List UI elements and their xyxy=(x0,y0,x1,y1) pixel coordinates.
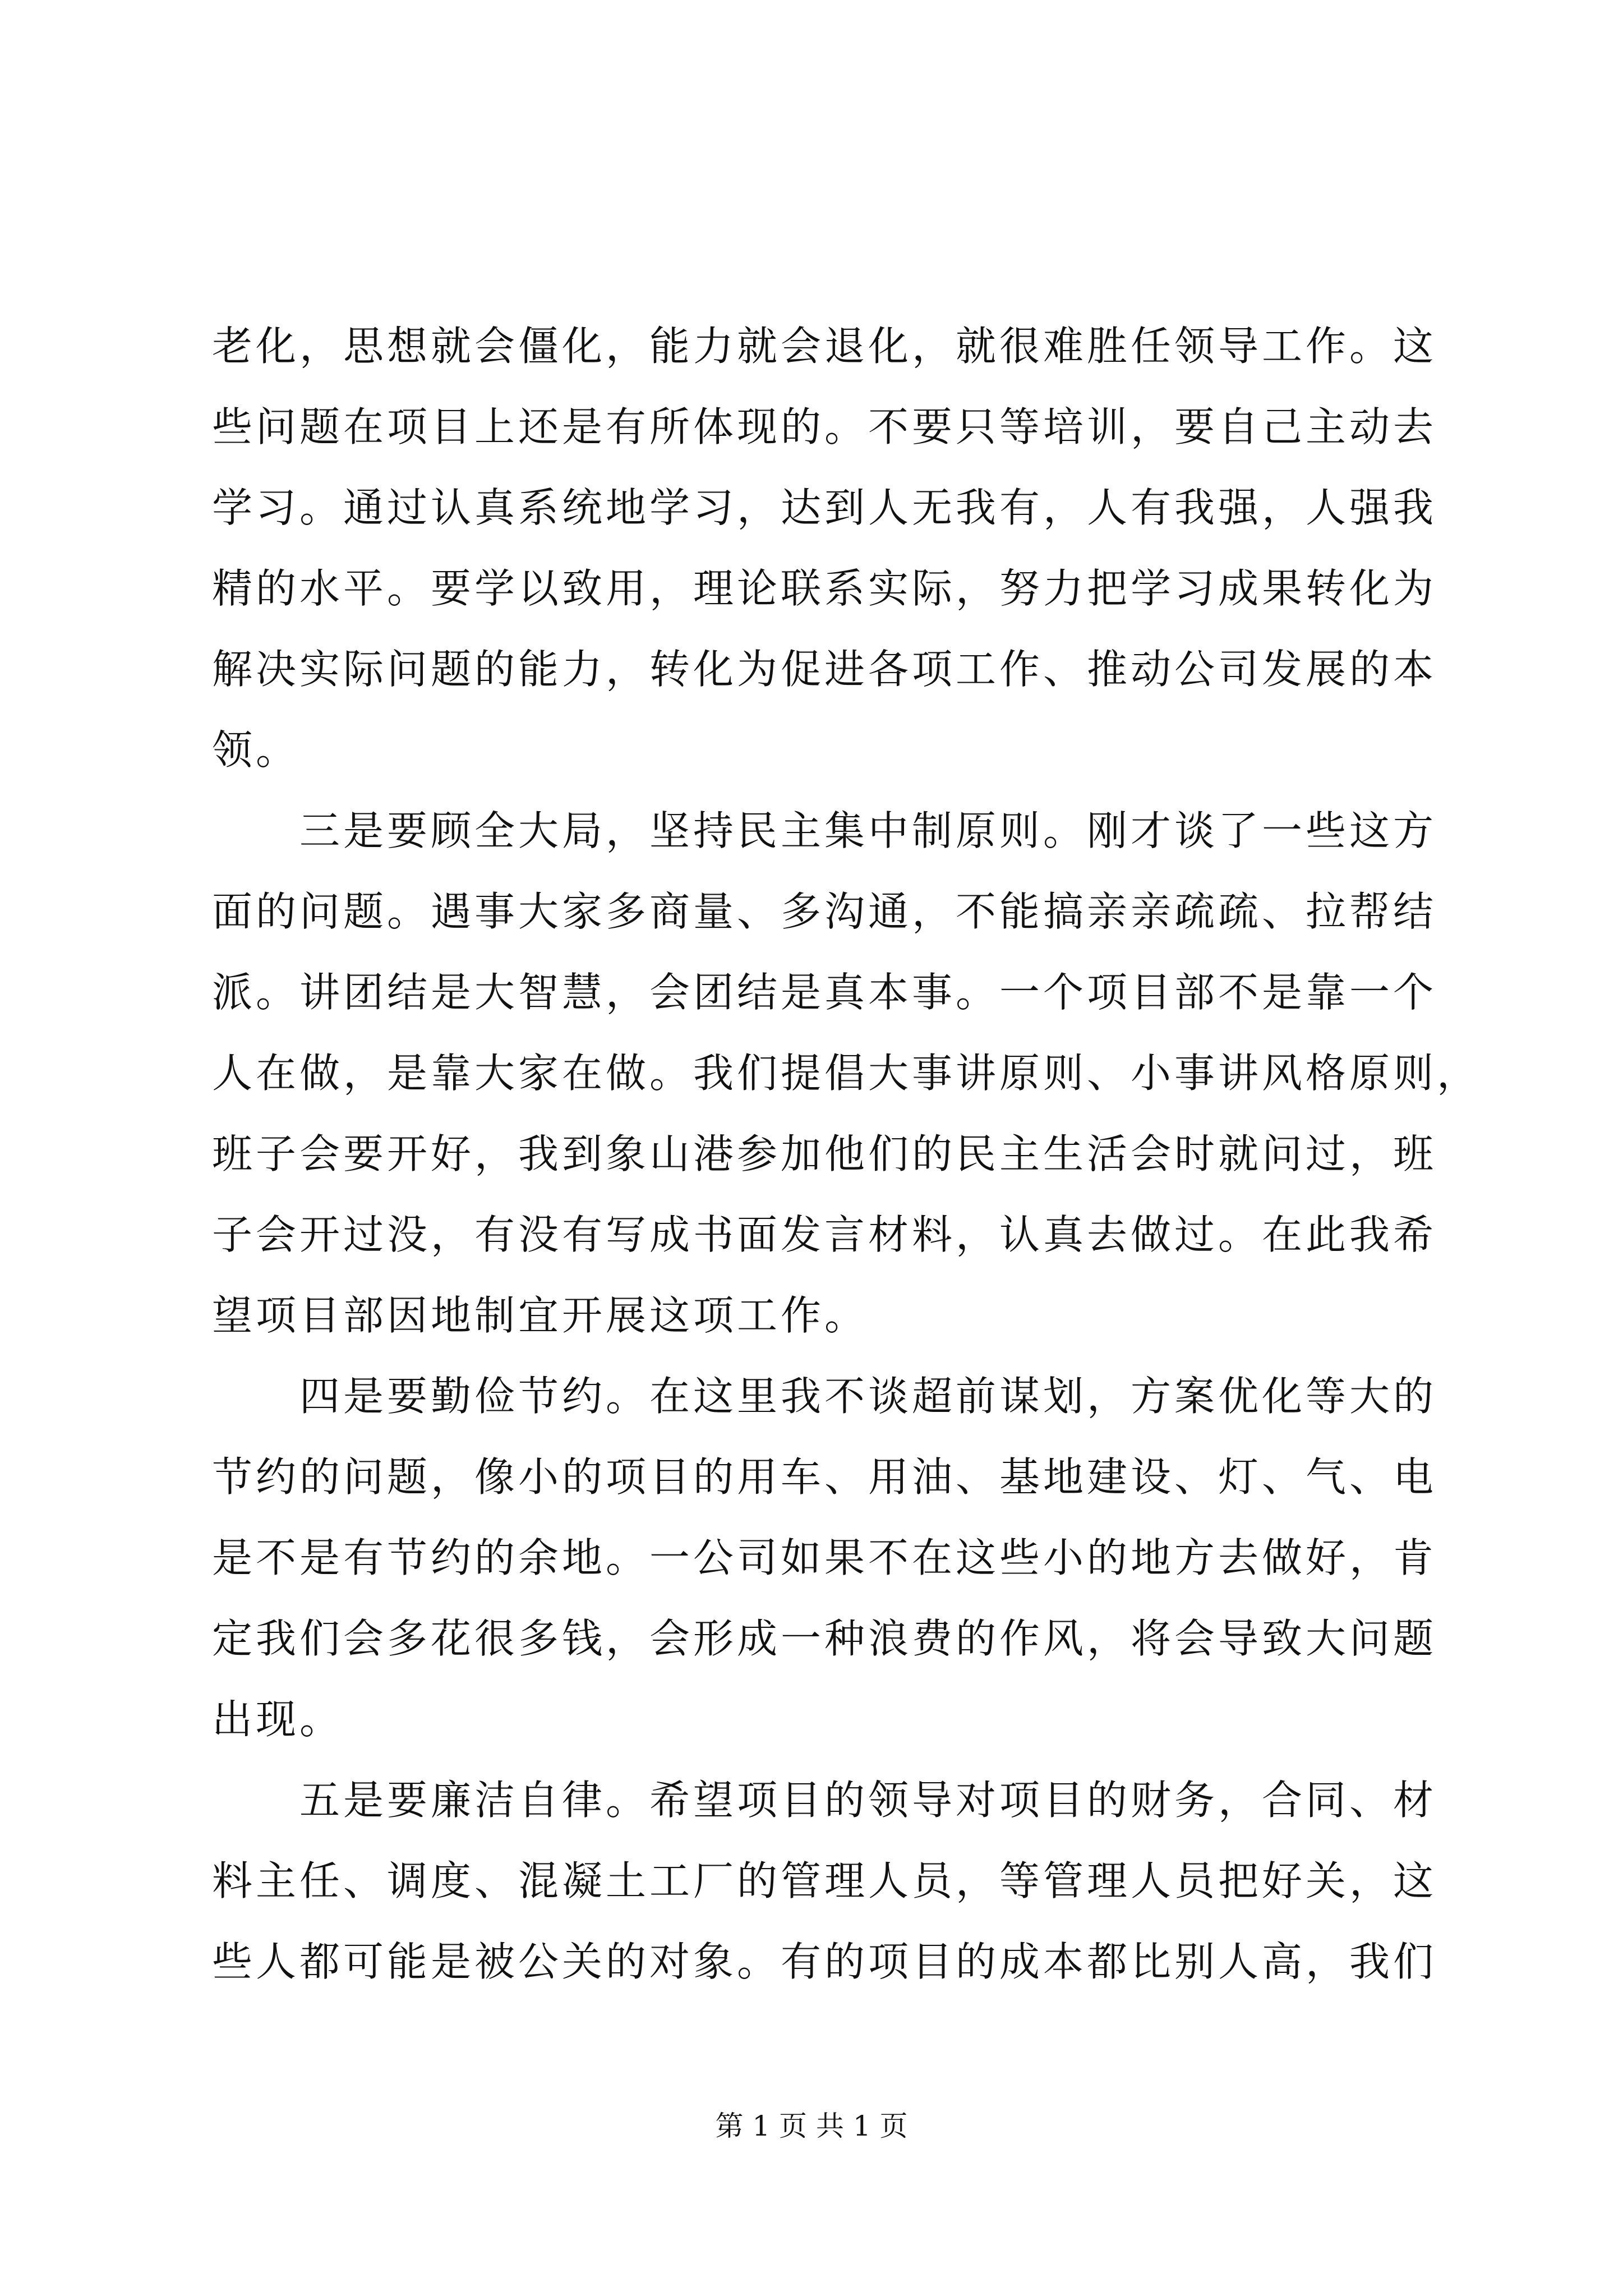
text-line: 些人都可能是被公关的对象。有的项目的成本都比别人高，我们 xyxy=(212,1938,1437,1985)
text-line: 学习。通过认真系统地学习，达到人无我有，人有我强，人强我 xyxy=(212,484,1437,531)
text-line: 班子会要开好，我到象山港参加他们的民主生活会时就问过，班 xyxy=(212,1130,1437,1177)
text-line: 望项目部因地制宜开展这项工作。 xyxy=(212,1292,869,1339)
text-line: 精的水平。要学以致用，理论联系实际，努力把学习成果转化为 xyxy=(212,565,1437,612)
text-line: 子会开过没，有没有写成书面发言材料，认真去做过。在此我希 xyxy=(212,1211,1437,1258)
page-number-label: 第 1 页 共 1 页 xyxy=(715,2110,908,2142)
text-line: 老化，思想就会僵化，能力就会退化，就很难胜任领导工作。这 xyxy=(212,323,1437,370)
text-line: 五是要廉洁自律。希望项目的领导对项目的财务，合同、材 xyxy=(299,1777,1437,1824)
page-footer xyxy=(0,2106,1623,2146)
text-line: 派。讲团结是大智慧，会团结是真本事。一个项目部不是靠一个 xyxy=(212,969,1437,1016)
text-line: 人在做，是靠大家在做。我们提倡大事讲原则、小事讲风格原则， xyxy=(212,1050,1481,1097)
text-line: 是不是有节约的余地。一公司如果不在这些小的地方去做好，肯 xyxy=(212,1534,1437,1581)
text-line: 领。 xyxy=(212,726,300,774)
text-line: 节约的问题，像小的项目的用车、用油、基地建设、灯、气、电 xyxy=(212,1453,1437,1501)
text-line: 三是要顾全大局，坚持民主集中制原则。刚才谈了一些这方 xyxy=(299,807,1437,854)
text-line: 料主任、调度、混凝土工厂的管理人员，等管理人员把好关，这 xyxy=(212,1857,1437,1904)
text-line: 解决实际问题的能力，转化为促进各项工作、推动公司发展的本 xyxy=(212,646,1437,693)
text-line: 定我们会多花很多钱，会形成一种浪费的作风，将会导致大问题 xyxy=(212,1615,1437,1662)
text-line: 出现。 xyxy=(212,1696,344,1743)
document-body xyxy=(212,306,1481,2002)
text-line: 四是要勤俭节约。在这里我不谈超前谋划，方案优化等大的 xyxy=(299,1373,1437,1420)
text-line: 些问题在项目上还是有所体现的。不要只等培训，要自己主动去 xyxy=(212,403,1437,450)
text-line: 面的问题。遇事大家多商量、多沟通，不能搞亲亲疏疏、拉帮结 xyxy=(212,888,1437,935)
